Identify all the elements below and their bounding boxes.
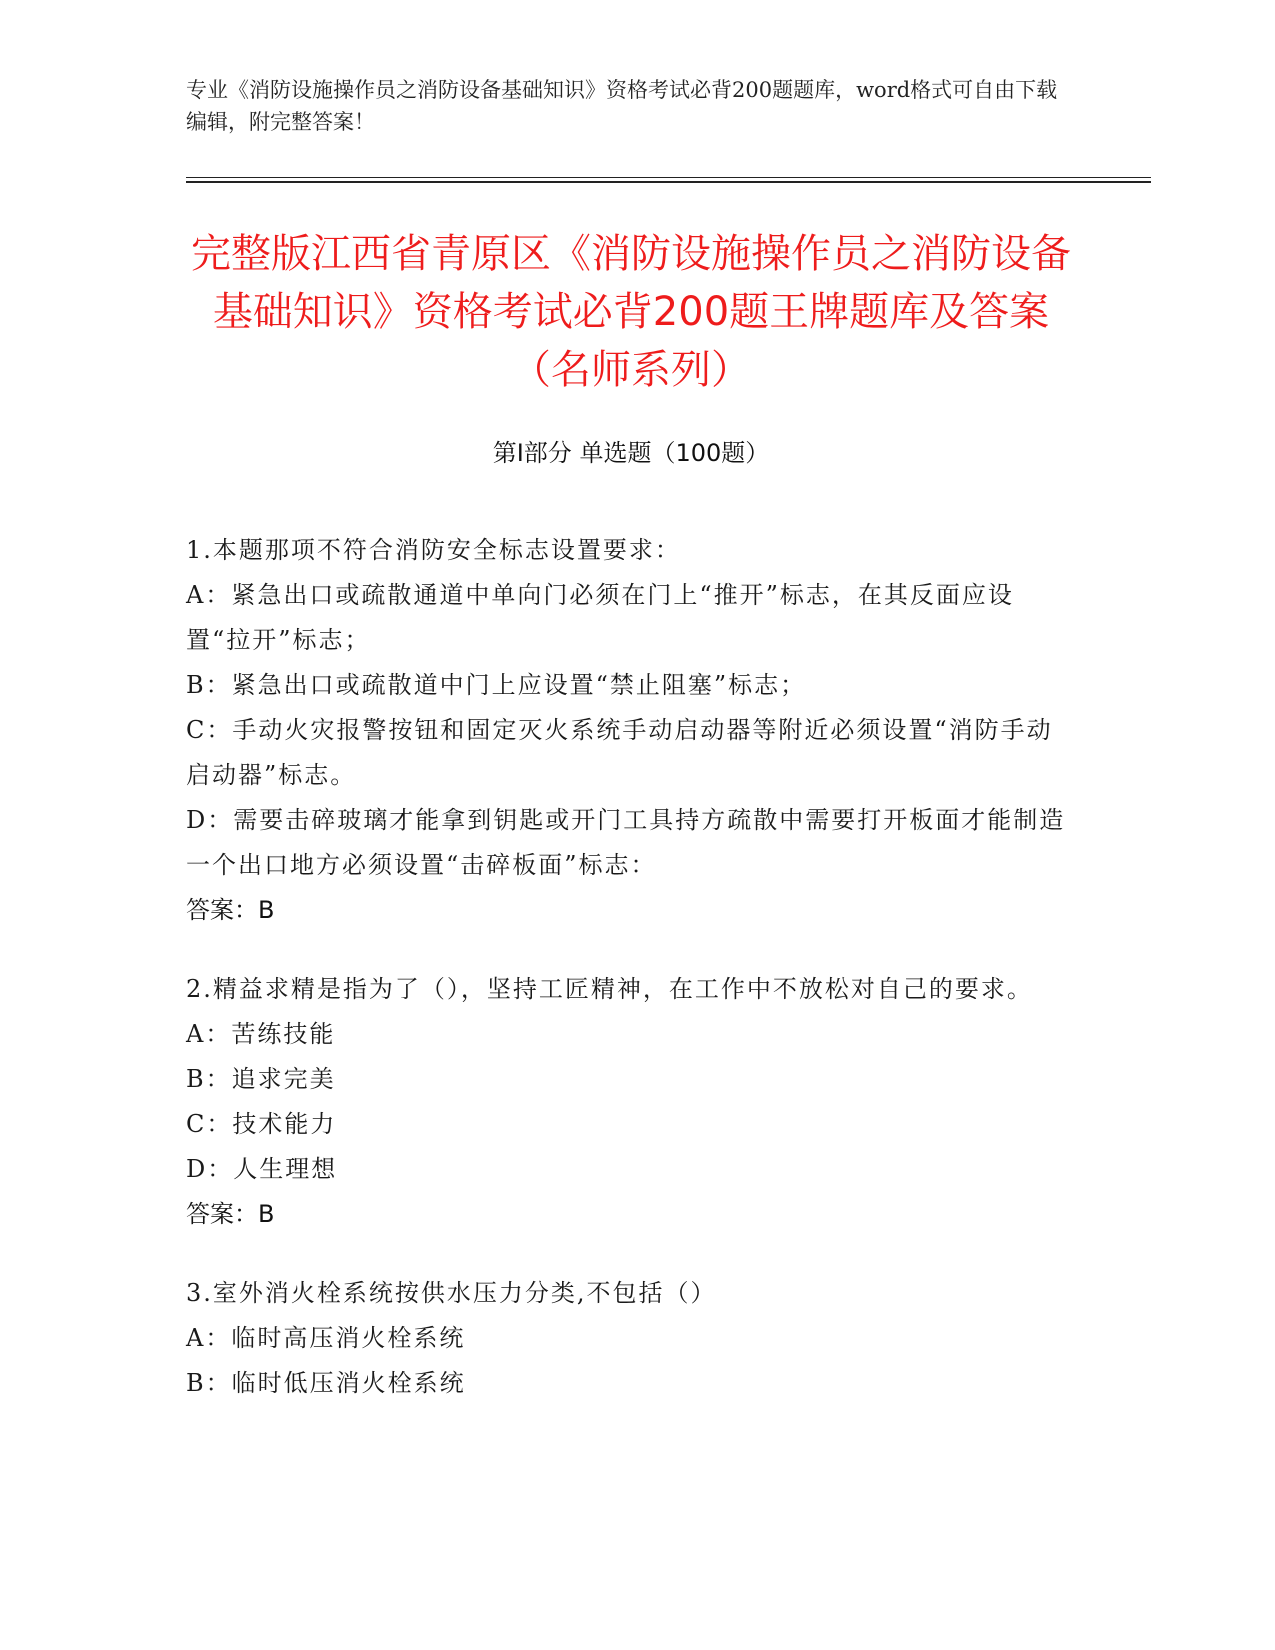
option-b: B：紧急出口或疏散道中门上应设置“禁止阻塞”标志； <box>186 671 807 699</box>
section-title: 第Ⅰ部分 单选题（100题） <box>492 439 770 467</box>
question-3 <box>186 1271 1076 1406</box>
header-divider-thick <box>186 181 1151 183</box>
option-b: B：追求完美 <box>186 1065 336 1093</box>
option-c: C：手动火灾报警按钮和固定灭火系统手动启动器等附近必须设置“消防手动启动器”标志。 <box>186 716 1053 789</box>
question-stem: 2.精益求精是指为了（），坚持工匠精神，在工作中不放松对自己的要求。 <box>186 975 1033 1003</box>
question-list <box>186 528 1076 1440</box>
option-c: C：技术能力 <box>186 1110 337 1138</box>
question-2 <box>186 967 1076 1237</box>
option-d: D：需要击碎玻璃才能拿到钥匙或开门工具持方疏散中需要打开板面才能制造一个出口地方必须设置“击碎板面”标志： <box>186 806 1066 879</box>
answer-line: 答案：B <box>186 1200 275 1228</box>
header-divider-thin <box>186 177 1151 178</box>
question-1 <box>186 528 1076 933</box>
option-a: A：苦练技能 <box>186 1020 336 1048</box>
option-a: A：紧急出口或疏散通道中单向门必须在门上“推开”标志，在其反面应设置“拉开”标志； <box>186 581 1014 654</box>
answer-line: 答案：B <box>186 896 275 924</box>
question-stem: 3.室外消火栓系统按供水压力分类,不包括（） <box>186 1279 717 1307</box>
document-title: 完整版江西省青原区《消防设施操作员之消防设备基础知识》资格考试必背200题王牌题库及答案（名师系列） <box>191 231 1071 393</box>
option-b: B：临时低压消火栓系统 <box>186 1369 466 1397</box>
question-stem: 1.本题那项不符合消防安全标志设置要求： <box>186 536 681 564</box>
option-a: A：临时高压消火栓系统 <box>186 1324 466 1352</box>
option-d: D：人生理想 <box>186 1155 338 1183</box>
header-note: 专业《消防设施操作员之消防设备基础知识》资格考试必背200题题库，word格式可自由下载编辑，附完整答案！ <box>186 78 1058 134</box>
